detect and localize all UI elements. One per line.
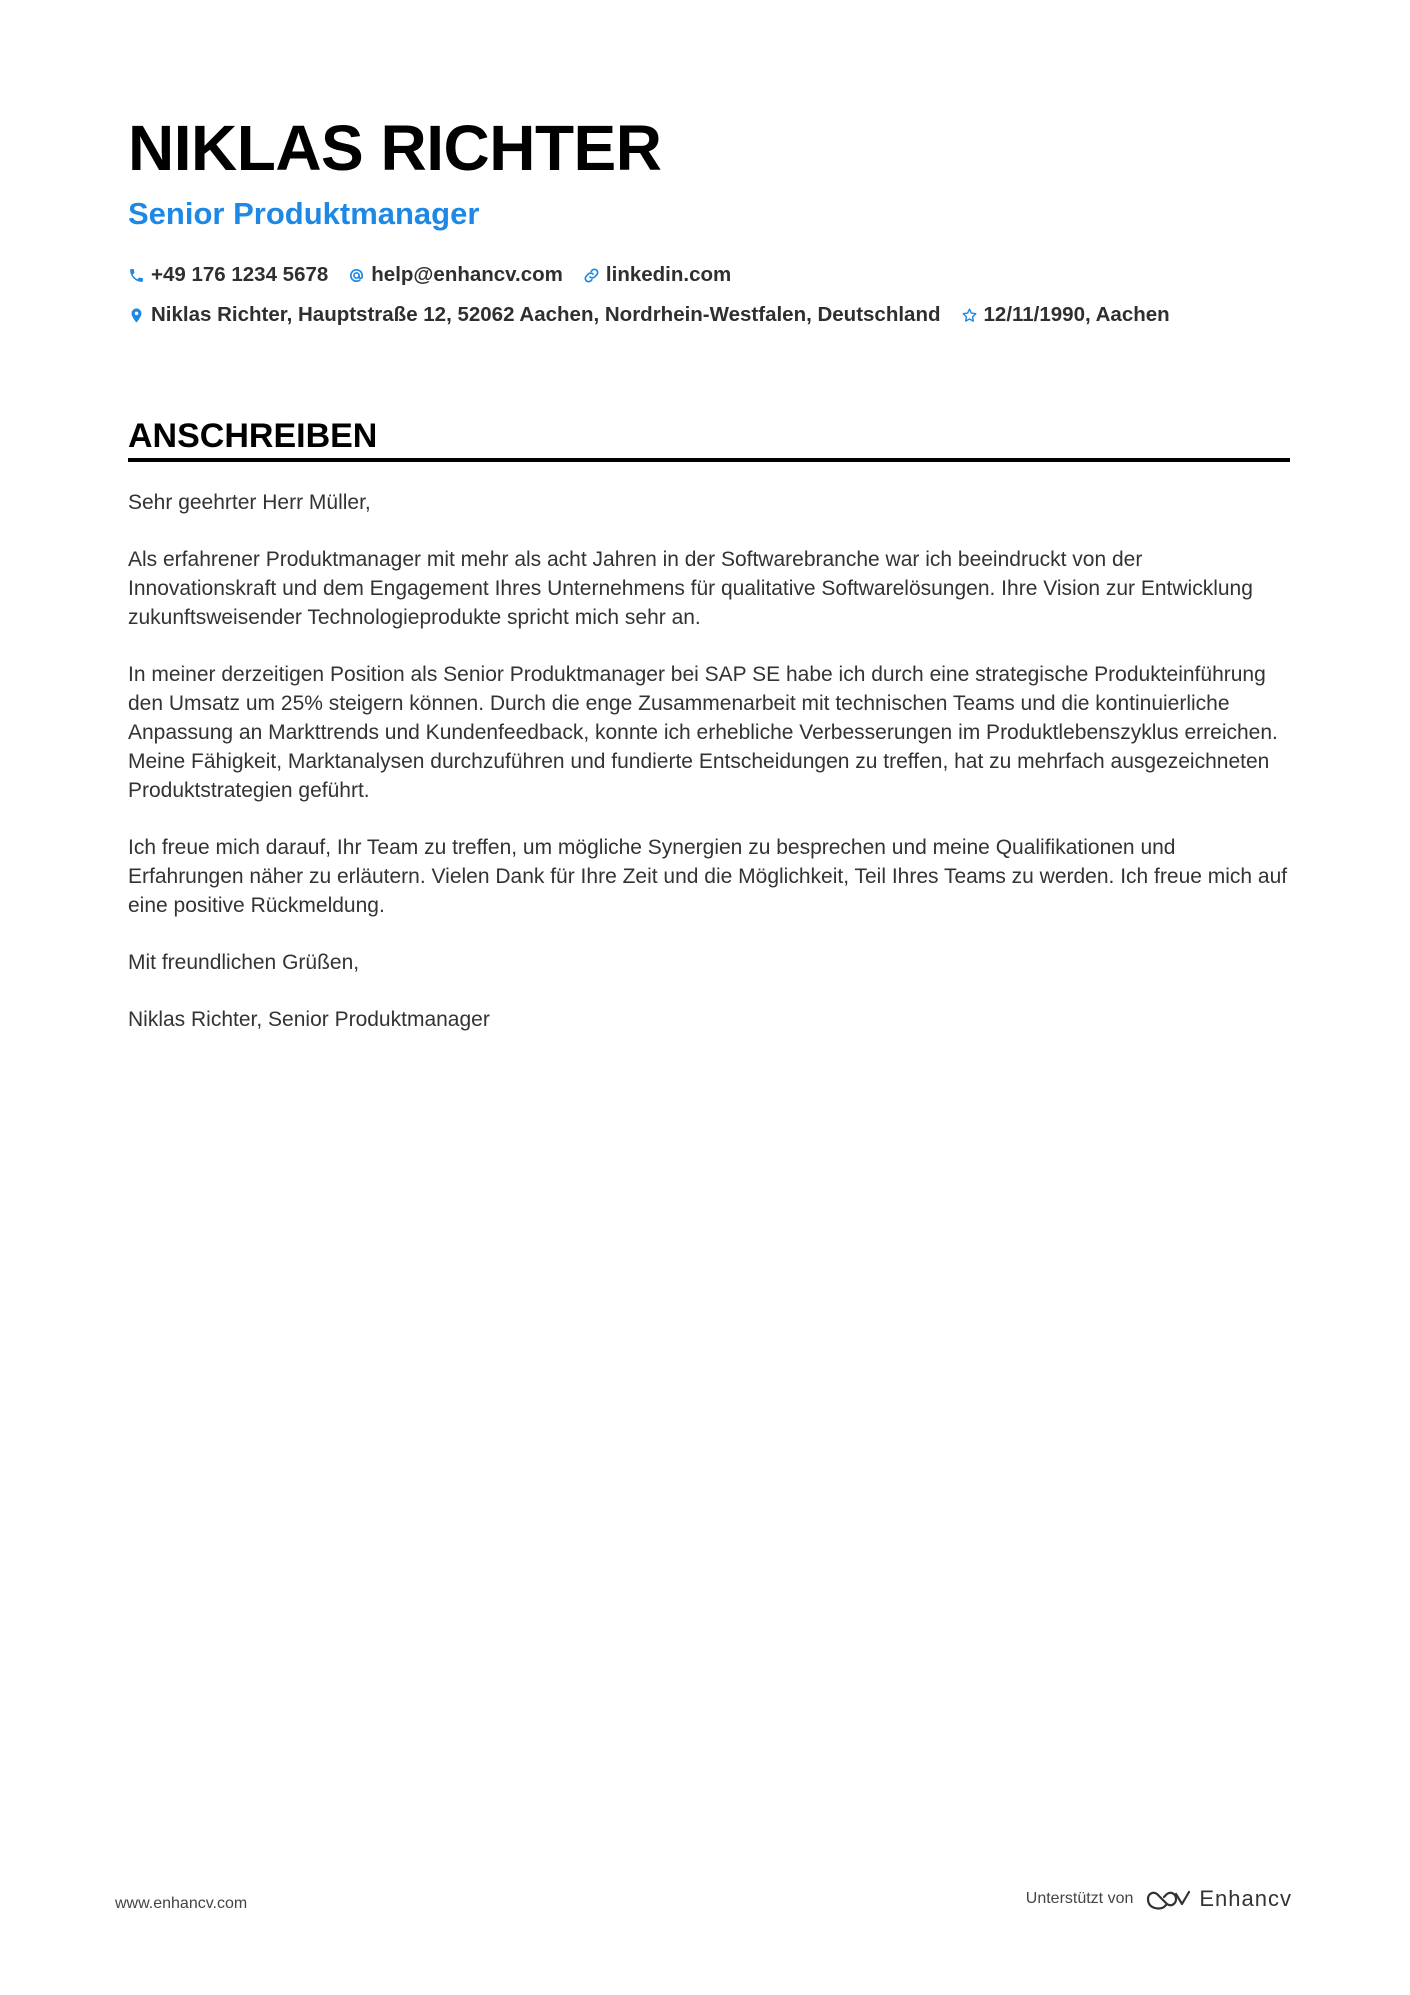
contact-address — [128, 303, 941, 327]
letter-paragraph-1: Als erfahrener Produktmanager mit mehr als acht Jahren in der Softwarebranche war ich beeindruckt von der Innovationskraft und dem Engagement Ihres Unternehmens für qualitative Softwarelösungen. Ihre Vision zur Entwicklung zukunftsweisender Technologieprodukte spricht mich sehr an. — [128, 548, 1253, 629]
letter-paragraph-3: Ich freue mich darauf, Ihr Team zu treffen, um mögliche Synergien zu besprechen und meine Qualifikationen und Erfahrungen näher zu erläutern. Vielen Dank für Ihre Zeit und die Möglichkeit, Teil Ihres Teams zu werden. Ich freue mich auf eine positive Rückmeldung. — [128, 836, 1288, 917]
contact-birth — [961, 303, 1170, 327]
address-text: Niklas Richter, Hauptstraße 12, 52062 Aachen, Nordrhein-Westfalen, Deutschland — [151, 303, 941, 326]
candidate-name: NIKLAS RICHTER — [128, 112, 662, 184]
linkedin-text: linkedin.com — [605, 263, 732, 286]
phone-icon — [128, 267, 145, 284]
contact-row-2 — [128, 296, 1290, 334]
link-icon — [583, 267, 600, 284]
section-divider — [128, 458, 1290, 462]
powered-by-text: Unterstützt von — [1025, 1890, 1134, 1907]
location-pin-icon — [128, 307, 145, 324]
cover-letter-page — [128, 108, 1290, 1062]
contact-linkedin[interactable] — [583, 263, 731, 287]
phone-text: +49 176 1234 5678 — [151, 263, 329, 286]
star-icon — [961, 307, 978, 324]
contact-info — [128, 256, 1290, 334]
footer-website[interactable]: www.enhancv.com — [115, 1895, 248, 1912]
birth-text: 12/11/1990, Aachen — [983, 303, 1170, 326]
letter-signature: Niklas Richter, Senior Produktmanager — [128, 1008, 490, 1031]
candidate-role: Senior Produktmanager — [128, 196, 480, 231]
enhancv-logo-icon — [1145, 1887, 1191, 1911]
letter-salutation: Sehr geehrter Herr Müller, — [128, 491, 371, 514]
letter-body — [128, 488, 1290, 1034]
email-text: help@enhancv.com — [371, 263, 563, 286]
contact-row-1 — [128, 256, 1290, 294]
at-icon — [348, 267, 365, 284]
contact-phone[interactable] — [128, 263, 328, 287]
letter-closing: Mit freundlichen Grüßen, — [128, 951, 360, 974]
brand-name: Enhancv — [1199, 1886, 1292, 1911]
contact-email[interactable] — [348, 263, 563, 287]
footer-branding[interactable] — [1026, 1886, 1292, 1912]
section-title: ANSCHREIBEN — [128, 417, 378, 455]
letter-paragraph-2: In meiner derzeitigen Position als Senior Produktmanager bei SAP SE habe ich durch eine strategische Produkteinführung den Umsatz um 25% steigern können. Durch die enge Zusammenarbeit mit technischen Teams und die kontinuierliche Anpassung an Markttrends und Kundenfeedback, konnte ich erhebliche Verbesserungen im Produktlebenszyklus erreichen. Meine Fähigkeit, Marktanalysen durchzuführen und fundierte Entscheidungen zu treffen, hat zu mehrfach ausgezeichneten Produktstrategien geführt. — [128, 663, 1278, 802]
